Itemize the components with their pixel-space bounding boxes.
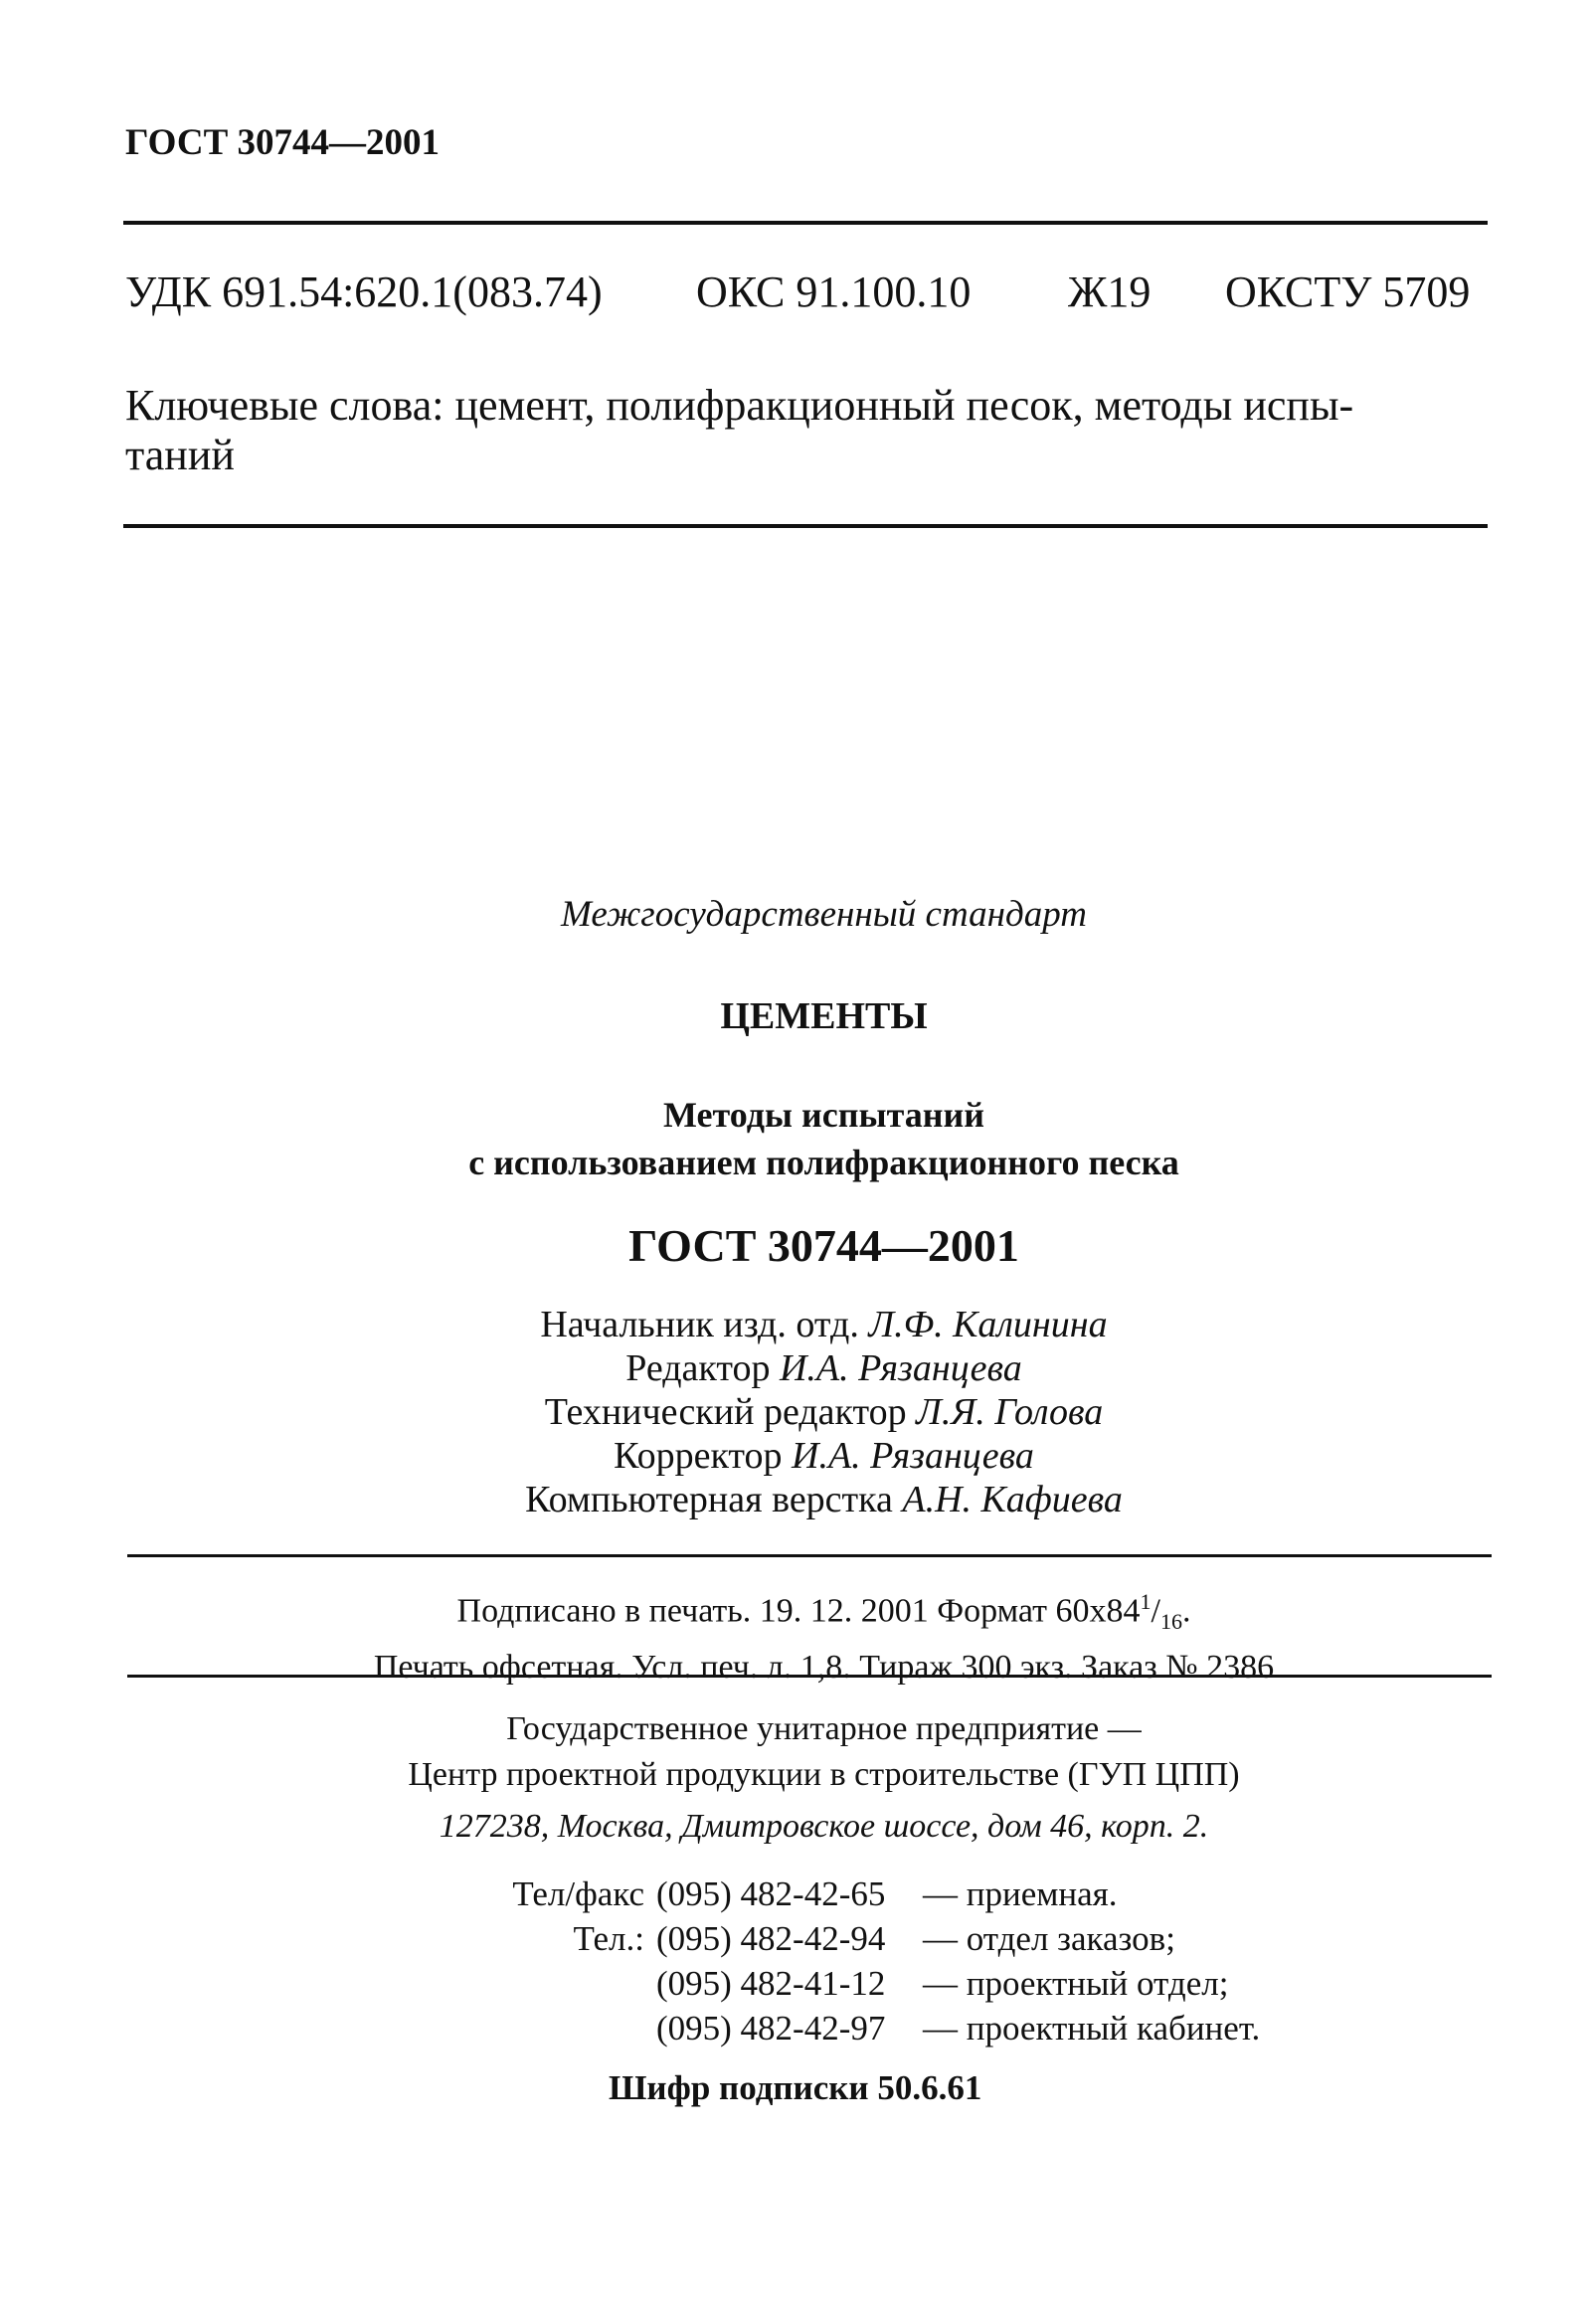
contact-row <box>467 1916 1260 1961</box>
divider-print <box>127 1675 1492 1678</box>
contact-label <box>467 2006 656 2050</box>
contact-phone: (095) 482-41-12 <box>656 1964 886 2003</box>
divider-imprint <box>127 1554 1492 1557</box>
standard-number: ГОСТ 30744—2001 <box>628 1220 1019 1271</box>
staff-row <box>52 1478 1596 1521</box>
staff-row <box>52 1346 1596 1390</box>
contact-dept: — приемная. <box>923 1874 1118 1913</box>
format-slash: / <box>1151 1592 1160 1630</box>
contact-label: Тел/факс <box>512 1874 644 1913</box>
staff-row <box>52 1390 1596 1434</box>
okstu-code: ОКСТУ 5709 <box>1225 267 1471 316</box>
standard-kind: Межгосударственный стандарт <box>561 894 1087 935</box>
staff-name: И.А. Рязанцева <box>792 1435 1034 1477</box>
contacts-table <box>467 1871 1260 2050</box>
format-end: . <box>1181 1592 1191 1630</box>
staff-role: Начальник изд. отд. <box>540 1304 859 1345</box>
oks-code: ОКС 91.100.10 <box>696 267 972 316</box>
contact-phone: (095) 482-42-97 <box>656 2009 886 2048</box>
publisher-block <box>0 1706 1596 1798</box>
contact-row <box>467 1871 1260 1916</box>
contact-phone: (095) 482-42-94 <box>656 1919 886 1958</box>
running-header: ГОСТ 30744—2001 <box>125 122 440 163</box>
contact-label <box>467 1961 656 2006</box>
staff-row <box>52 1434 1596 1478</box>
contact-row <box>467 2006 1260 2050</box>
staff-role: Корректор <box>614 1435 783 1477</box>
standard-title: ЦЕМЕНТЫ <box>720 995 928 1037</box>
contact-dept: — отдел заказов; <box>923 1919 1175 1958</box>
staff-name: И.А. Рязанцева <box>779 1347 1022 1389</box>
print-info-line-2: Печать офсетная. Усл. печ. л. 1,8. Тираж 300 экз. Заказ № 2386 <box>373 1649 1275 1687</box>
staff-list <box>0 1303 1596 1521</box>
staff-name: Л.Ф. Калинина <box>868 1304 1108 1345</box>
udk-code: УДК 691.54:620.1(083.74) <box>125 267 603 316</box>
divider-top <box>123 221 1488 225</box>
contact-row <box>467 1961 1260 2006</box>
standard-subtitle-2: с использованием полифракционного песка <box>468 1143 1179 1182</box>
publisher-line-2: Центр проектной продукции в строительстве (ГУП ЦПП) <box>408 1756 1240 1793</box>
keywords-line-2: таний <box>125 431 235 479</box>
contact-label: Тел.: <box>573 1919 644 1958</box>
print-signed: Подписано в печать. 19. 12. 2001 Формат 60х84 <box>456 1592 1141 1630</box>
staff-name: А.Н. Кафиева <box>902 1479 1123 1520</box>
staff-role: Технический редактор <box>544 1391 907 1433</box>
keywords-line-1: Ключевые слова: цемент, полифракционный песок, методы испы- <box>125 381 1354 430</box>
staff-role: Редактор <box>625 1347 771 1389</box>
format-sub: 16 <box>1159 1609 1182 1635</box>
publisher-line-1: Государственное унитарное предприятие — <box>506 1710 1142 1747</box>
contact-dept: — проектный отдел; <box>923 1964 1229 2003</box>
contact-dept: — проектный кабинет. <box>923 2009 1261 2048</box>
zh-code: Ж19 <box>1068 267 1152 316</box>
standard-subtitle-1: Методы испытаний <box>663 1095 984 1135</box>
staff-row <box>52 1303 1596 1346</box>
format-sup: 1 <box>1140 1589 1152 1614</box>
print-info-line-1 <box>52 1579 1596 1645</box>
subscription-code: Шифр подписки 50.6.61 <box>609 2068 982 2107</box>
staff-role: Компьютерная верстка <box>525 1479 893 1520</box>
contact-phone: (095) 482-42-65 <box>656 1874 886 1913</box>
staff-name: Л.Я. Голова <box>916 1391 1104 1433</box>
divider-keywords <box>123 524 1488 528</box>
publisher-address: 127238, Москва, Дмитровское шоссе, дом 46, корп. 2. <box>439 1808 1209 1845</box>
